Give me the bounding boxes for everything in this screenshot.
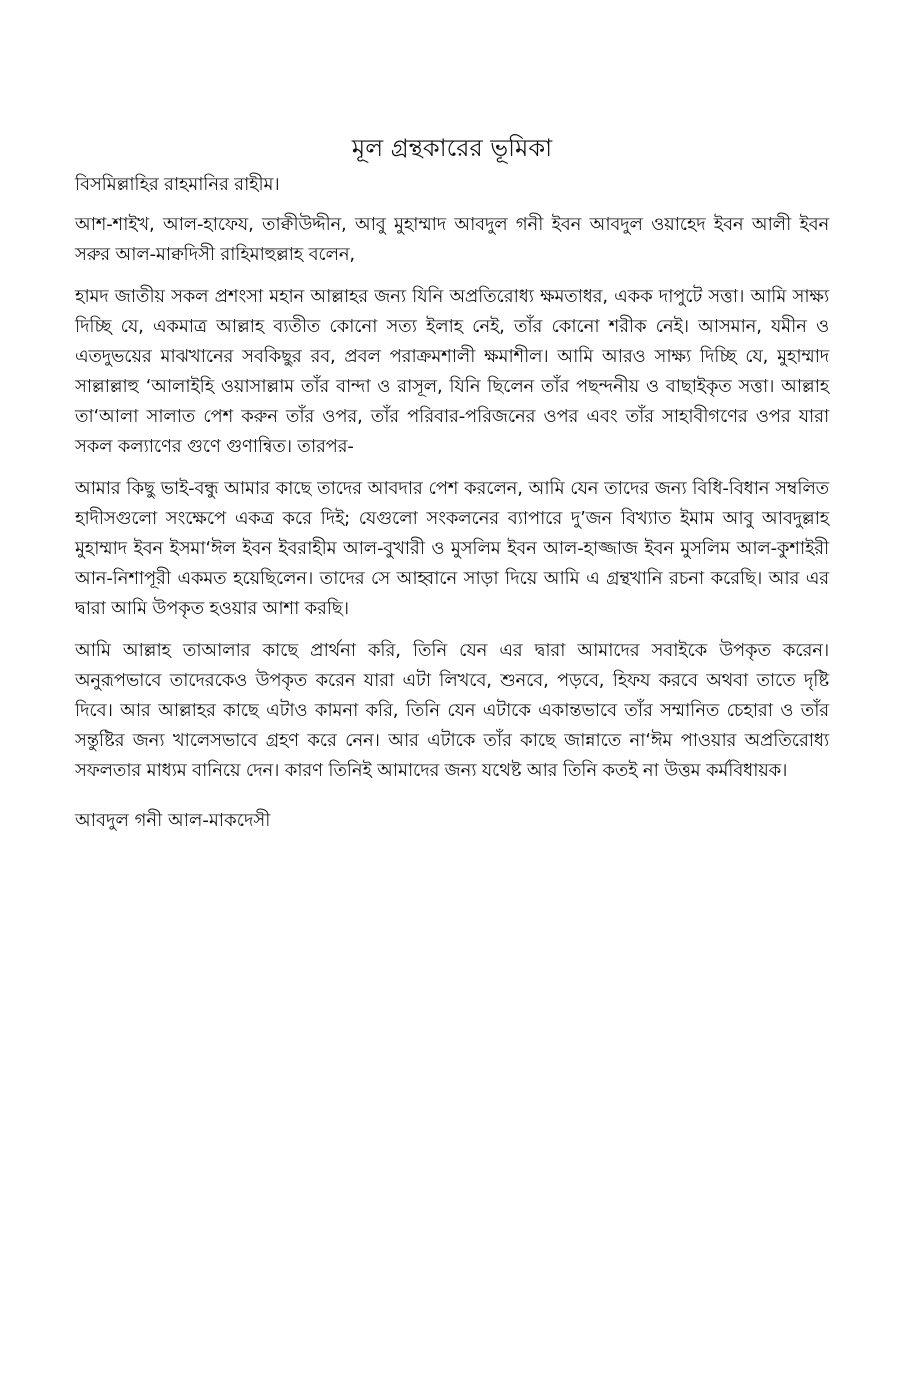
page-title: মূল গ্রন্থকারের ভূমিকা xyxy=(351,134,553,162)
author-attribution-paragraph: আশ-শাইখ, আল-হাফেয, তাক্বীউদ্দীন, আবু মুহাম্মাদ আবদুল গনী ইবন আবদুল ওয়াহেদ ইবন আলী ইবন সরুর আল-মাক্বদিসী রাহিমাহুল্লাহ বলেন, xyxy=(75,214,829,265)
author-signature: আবদুল গনী আল-মাকদেসী xyxy=(75,810,271,831)
purpose-paragraph: আমার কিছু ভাই-বন্ধু আমার কাছে তাদের আবদার পেশ করলেন, আমি যেন তাদের জন্য বিধি-বিধান সম্বলিত হাদীসগুলো সংক্ষেপে একত্র করে দিই; যেগুলো সংকলনের ব্যাপারে দু’জন বিখ্যাত ইমাম আবু আবদুল্লাহ মুহাম্মাদ ইবন ইসমা‘ঈল ইবন ইবরাহীম আল-বুখারী ও মুসলিম ইবন আল-হাজ্জাজ ইবন মুসলিম আল-কুশাইরী আন-নিশাপূরী একমত হয়েছিলেন। তাদের সে আহ্বানে সাড়া দিয়ে আমি এ গ্রন্থখানি রচনা করেছি। আর এর দ্বারা আমি উপকৃত হওয়ার আশা করছি। xyxy=(75,478,829,619)
bismillah-line: বিসমিল্লাহির রাহমানির রাহীম। xyxy=(75,174,280,195)
prayer-paragraph: আমি আল্লাহ তাআলার কাছে প্রার্থনা করি, তিনি যেন এর দ্বারা আমাদের সবাইকে উপকৃত করেন। অনুরূপভাবে তাদেরকেও উপকৃত করেন যারা এটা লিখবে, শুনবে, পড়বে, হিফয করবে অথবা তাতে দৃষ্টি দিবে। আর আল্লাহর কাছে এটাও কামনা করি, তিনি যেন এটাকে একান্তভাবে তাঁর সম্মানিত চেহারা ও তাঁর সন্তুষ্টির জন্য খালেসভাবে গ্রহণ করে নেন। আর এটাকে তাঁর কাছে জান্নাতে না‘ঈম পাওয়ার অপ্রতিরোধ্য সফলতার মাধ্যম বানিয়ে দেন। কারণ তিনিই আমাদের জন্য যথেষ্ট আর তিনি কতই না উত্তম কর্মবিধায়ক। xyxy=(75,640,829,781)
document-page xyxy=(75,130,829,836)
praise-paragraph: হামদ জাতীয় সকল প্রশংসা মহান আল্লাহর জন্য যিনি অপ্রতিরোধ্য ক্ষমতাধর, একক দাপুটে সত্তা। আমি সাক্ষ্য দিচ্ছি যে, একমাত্র আল্লাহ ব্যতীত কোনো সত্য ইলাহ নেই, তাঁর কোনো শরীক নেই। আসমান, যমীন ও এতদুভয়ের মাঝখানের সবকিছুর রব, প্রবল পরাক্রমশালী ক্ষমাশীল। আমি আরও সাক্ষ্য দিচ্ছি যে, মুহাম্মাদ সাল্লাল্লাহু ‘আলাইহি ওয়াসাল্লাম তাঁর বান্দা ও রাসূল, যিনি ছিলেন তাঁর পছন্দনীয় ও বাছাইকৃত সত্তা। আল্লাহ তা‘আলা সালাত পেশ করুন তাঁর ওপর, তাঁর পরিবার-পরিজনের ওপর এবং তাঁর সাহাবীগণের ওপর যারা সকল কল্যাণের গুণে গুণান্বিত। তারপর- xyxy=(75,286,829,457)
